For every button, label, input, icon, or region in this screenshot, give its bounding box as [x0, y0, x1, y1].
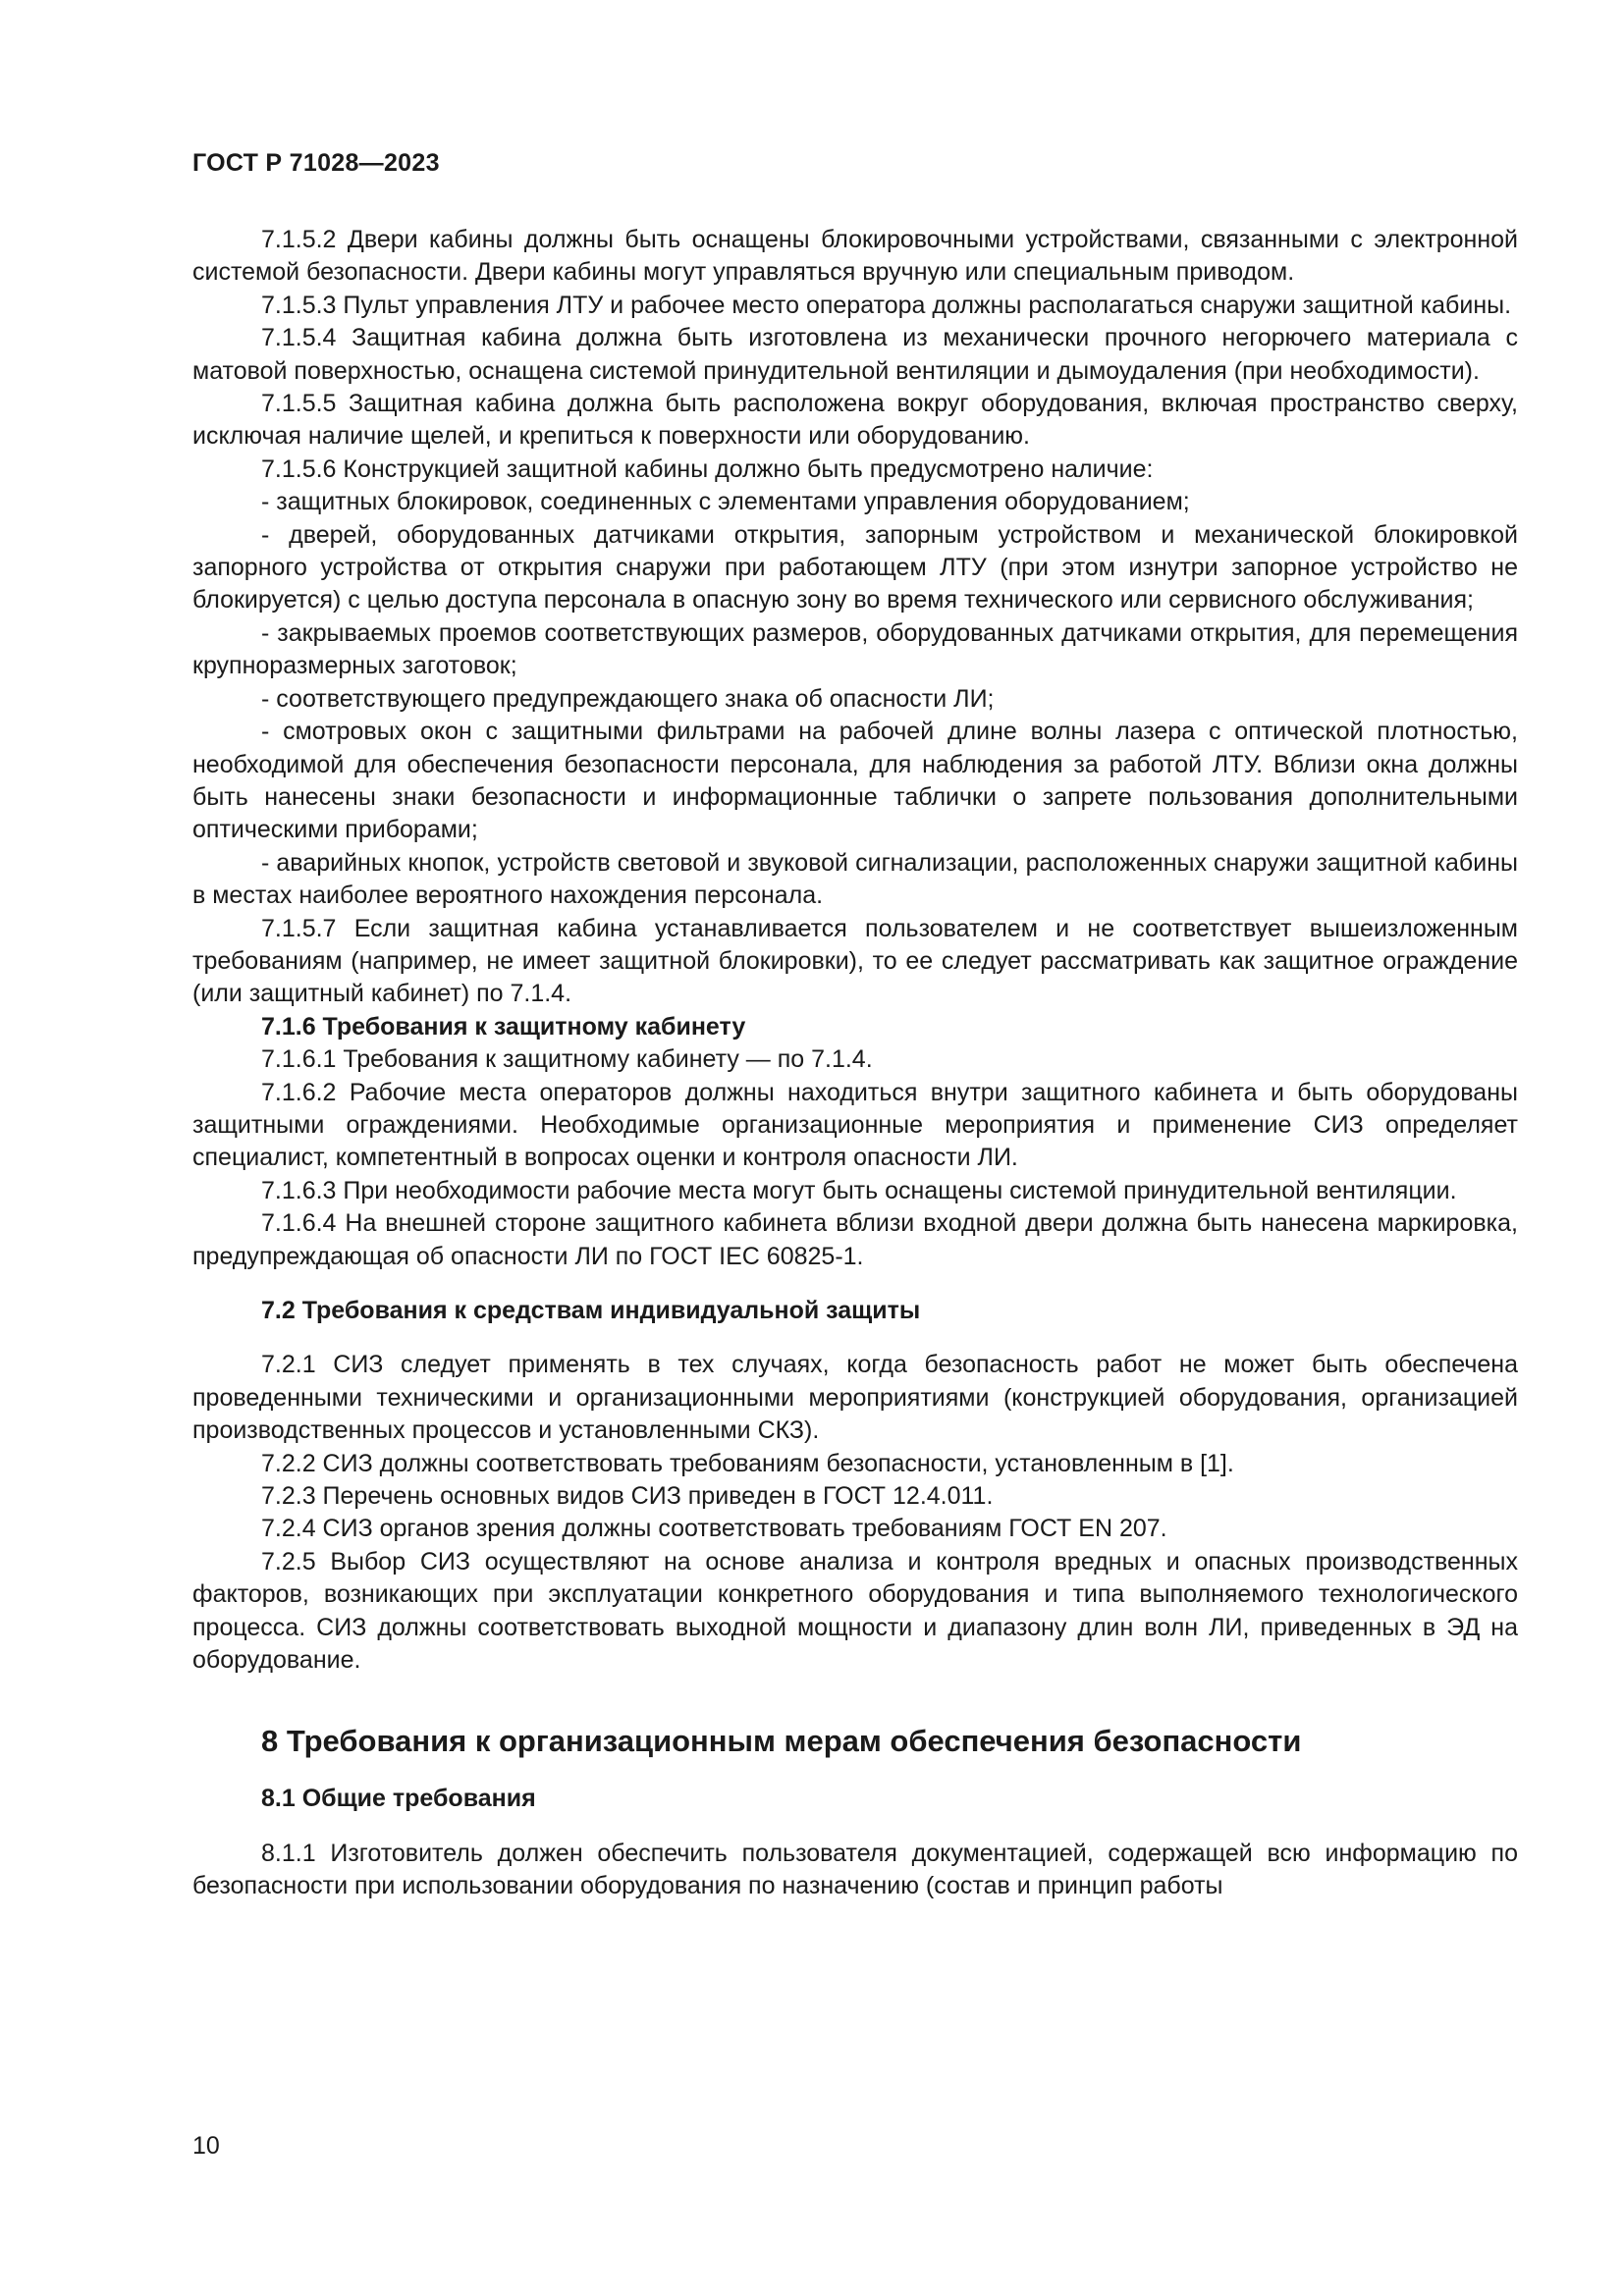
paragraph: 7.1.5.6 Конструкцией защитной кабины должно быть предусмотрено наличие: [261, 454, 1154, 483]
paragraph: - дверей, оборудованных датчиками открытия, запорным устройством и механической блокировкой запорного устройства от открытия снаружи при работающем ЛТУ (при этом изнутри запорное устройство не блокируется) с целью доступа персонала в опасную зону во время технического или сервисного обслуживания; [192, 520, 1518, 614]
paragraph: 7.1.6.2 Рабочие места операторов должны находиться внутри защитного кабинета и быть оборудованы защитными ограждениями. Необходимые организационные мероприятия и применение СИЗ определяет специалист, компетентный в вопросах оценки и контроля опасности ЛИ. [192, 1078, 1518, 1172]
section-heading: 8 Требования к организационным мерам обеспечения безопасности [261, 1724, 1302, 1759]
paragraph: 7.1.5.2 Двери кабины должны быть оснащены блокировочными устройствами, связанными с электронной системой безопасности. Двери кабины могут управляться вручную или специальным приводом. [192, 226, 1518, 287]
paragraph: - смотровых окон с защитными фильтрами на рабочей длине волны лазера с оптической плотностью, необходимой для обеспечения безопасности персонала, для наблюдения за работой ЛТУ. Вблизи окна должны быть нанесены знаки безопасности и информационные таблички о запрете пользования дополнительными оптическими приборами; [192, 718, 1518, 844]
clause-heading: 7.1.6 Требования к защитному кабинету [261, 1012, 746, 1041]
page-number: 10 [192, 2132, 220, 2160]
paragraph: - аварийных кнопок, устройств световой и звуковой сигнализации, расположенных снаружи защитной кабины в местах наиболее вероятного нахождения персонала. [192, 848, 1518, 910]
paragraph: - закрываемых проемов соответствующих размеров, оборудованных датчиками открытия, для перемещения крупноразмерных заготовок; [192, 618, 1518, 680]
document-body [192, 224, 1518, 1903]
paragraph: 7.2.3 Перечень основных видов СИЗ приведен в ГОСТ 12.4.011. [261, 1482, 994, 1511]
paragraph: - соответствующего предупреждающего знака об опасности ЛИ; [261, 684, 995, 713]
paragraph: - защитных блокировок, соединенных с элементами управления оборудованием; [261, 488, 1190, 516]
paragraph: 7.1.5.3 Пульт управления ЛТУ и рабочее место оператора должны располагаться снаружи защитной кабины. [261, 291, 1512, 319]
paragraph: 7.2.4 СИЗ органов зрения должны соответствовать требованиям ГОСТ EN 207. [261, 1515, 1167, 1543]
paragraph: 7.2.1 СИЗ следует применять в тех случаях, когда безопасность работ не может быть обеспечена проведенными техническими и организационными мероприятиями (конструкцией оборудования, организацией производственных процессов и установленными СКЗ). [192, 1351, 1518, 1445]
paragraph: 7.2.5 Выбор СИЗ осуществляют на основе анализа и контроля вредных и опасных производственных факторов, возникающих при эксплуатации конкретного оборудования и типа выполняемого технологического процесса. СИЗ должны соответствовать выходной мощности и диапазону длин волн ЛИ, приведенных в ЭД на оборудование. [192, 1547, 1518, 1675]
paragraph: 7.2.2 СИЗ должны соответствовать требованиям безопасности, установленным в [1]. [261, 1449, 1234, 1477]
paragraph: 7.1.5.4 Защитная кабина должна быть изготовлена из механически прочного негорючего материала с матовой поверхностью, оснащена системой принудительной вентиляции и дымоудаления (при необходимости). [192, 324, 1518, 385]
subsection-heading: 8.1 Общие требования [261, 1785, 536, 1813]
subsection-heading: 7.2 Требования к средствам индивидуальной защиты [261, 1297, 921, 1324]
document-header: ГОСТ Р 71028—2023 [192, 149, 440, 177]
paragraph: 8.1.1 Изготовитель должен обеспечить пользователя документацией, содержащей всю информацию по безопасности при использовании оборудования по назначению (состав и принцип работы [192, 1839, 1518, 1900]
paragraph: 7.1.6.3 При необходимости рабочие места могут быть оснащены системой принудительной вентиляции. [261, 1176, 1457, 1204]
paragraph: 7.1.5.7 Если защитная кабина устанавливается пользователем и не соответствует вышеизложенным требованиям (например, не имеет защитной блокировки), то ее следует рассматривать как защитное ограждение (или защитный кабинет) по 7.1.4. [192, 914, 1518, 1008]
paragraph: 7.1.6.4 На внешней стороне защитного кабинета вблизи входной двери должна быть нанесена маркировка, предупреждающая об опасности ЛИ по ГОСТ IEC 60825-1. [192, 1209, 1518, 1270]
paragraph: 7.1.6.1 Требования к защитному кабинету — по 7.1.4. [261, 1045, 873, 1074]
paragraph: 7.1.5.5 Защитная кабина должна быть расположена вокруг оборудования, включая пространство сверху, исключая наличие щелей, и крепиться к поверхности или оборудованию. [192, 390, 1518, 451]
